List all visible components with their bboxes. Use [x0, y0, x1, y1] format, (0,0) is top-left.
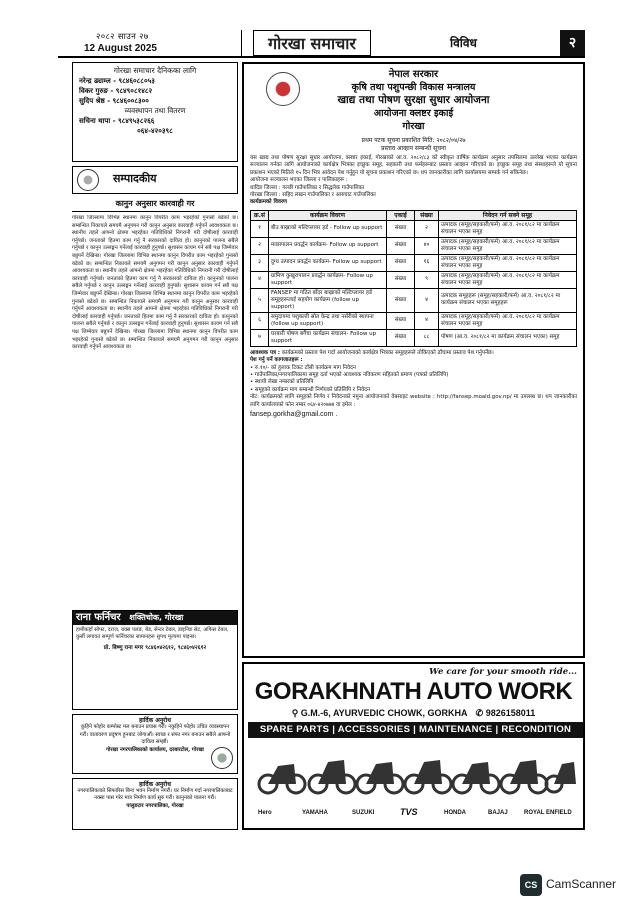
phone-icon: ✆ — [475, 708, 484, 718]
doc-item: • गाउँपालिका/नगरपालिकामा समूह दर्ता भएको आवश्यक नविकरण सहितको प्रमाण (पत्रको प्रतिलिपि) — [250, 372, 449, 379]
left-column — [72, 62, 238, 830]
table-cell-qty: ४० — [415, 237, 439, 254]
table-cell-who: उत्पादक (समूह/सहकारी/फर्म) आ.व. २०८१/८२ मा कार्यक्रम संचालन भएका समूह — [439, 220, 577, 237]
brand-logo: TVS — [400, 807, 418, 817]
table-cell-qty: २ — [415, 220, 439, 237]
section-name: विविध — [450, 36, 477, 50]
table-cell-who: उत्पादक (समूह/सहकारी/फर्म) आ.व. २०८१/८२ मा कार्यक्रम संचालन भएका समूह — [439, 312, 577, 329]
bike-icon — [501, 760, 547, 793]
auto-ad-services: SPARE PARTS | ACCESSORIES | MAINTENANCE | RECONDITION — [248, 722, 583, 738]
auto-work-ad — [242, 662, 585, 830]
bike-icon — [546, 762, 576, 792]
doc-item: • स्थायी लेखा नम्बरको प्रतिलिपि — [250, 379, 314, 386]
table-label: कार्यक्रमको विवरण — [250, 199, 287, 206]
table-cell-sn: ५ — [251, 288, 269, 312]
municipality-seal-icon — [211, 747, 233, 769]
table-cell-desc: दुग्ध उत्पादन प्रवर्द्धन कार्यक्रम- Follow up support — [269, 254, 387, 271]
nepal-emblem-icon — [266, 72, 300, 106]
areas-line: गोरखा जिल्ला : सहिद लखन गाउँपालिका र आरुघाट गाउँपालिका — [250, 192, 376, 199]
brand-logo: BAJAJ — [488, 810, 508, 816]
contact-line: विकर गुरुङ - ९८४९०८१४८२ — [79, 87, 153, 95]
emblem-icon — [77, 169, 99, 191]
table-cell-sn: १ — [251, 220, 269, 237]
table-cell-who: उत्पादक समूहहरू (समूह/सहकारी/फर्म) आ.व. २०८१/८२ मा कार्यक्रम संचालन भएका समूहहरू — [439, 288, 577, 312]
table-cell-who: उत्पादक (समूह/सहकारी/फर्म) आ.व. २०८१/८२ मा कार्यक्रम संचालन भएका समूह — [439, 237, 577, 254]
table-cell-qty: ८८ — [415, 329, 439, 346]
areas-line: धादिङ जिल्ला : गल्छी गाउँपालिका र सिद्धलेक गाउँपालिका — [250, 184, 365, 191]
table-cell-sn: ३ — [251, 254, 269, 271]
table-row — [251, 312, 577, 329]
areas-label: आयोजना सञ्चालन भएका जिल्ला र पालिकाहरू : — [250, 177, 348, 184]
municipality-ad-office: पालुङटार नगरपालिका, गोरखा — [126, 802, 184, 809]
date-box — [72, 30, 242, 57]
table-cell-who: उत्पादक (समूह/सहकारी/फर्म) आ.व. २०८१/८२ मा कार्यक्रम संचालन भएका समूह — [439, 254, 577, 271]
masthead — [58, 30, 585, 58]
table-row — [251, 271, 577, 288]
page-number: २ — [560, 30, 585, 56]
table-cell-desc: माछापालन प्रवर्द्धन कार्यक्रम- Follow up support — [269, 237, 387, 254]
government-notice — [242, 62, 585, 658]
table-cell-desc: FANSEP मा गठित बाँदर बाख्राको मल्टिप्लायर हर्ड समूहहरूलाई सहयोग कार्यक्रम (follow up support) — [269, 288, 387, 312]
table-cell-unit: संख्या — [387, 254, 415, 271]
contact-box — [72, 62, 238, 162]
col-header: संख्या — [415, 210, 439, 220]
table-row — [251, 329, 577, 346]
table-row — [251, 254, 577, 271]
table-cell-sn: ७ — [251, 329, 269, 346]
contact-email: fansep.gorkha@gmail.com . — [250, 411, 338, 419]
brand-logos — [248, 802, 583, 826]
note-label: आवश्यक पत्र : — [250, 349, 281, 356]
table-cell-desc: समुदायमा पशुबल्ती स्रोत केन्द्र तथा नर्सरीको स्थापना (follow up support) — [269, 312, 387, 329]
newspaper-page — [58, 30, 585, 830]
table-cell-desc: घरबारी पोषण बगैंचा कार्यक्रम संचालन- Follow up support — [269, 329, 387, 346]
municipality-ad-body: नगरपालिकाको सिफारिस बिना भवन निर्माण नगरौं। घर निर्माण गर्दा नगरपालिकाबाट नक्सा पास गरेर मात्र निर्माण कार्य सुरु गरौं। कानुनको पालना गरौं। — [77, 788, 233, 802]
editorial-body: गोरखा जिल्लामा विभिन्न स्थानमा कानुन विपरीत काम भइरहेको गुनासो बढेको छ। सम्बन्धित निकायले समयमै अनुगमन गरी कानुन अनुसार कारवाही गर्नुपर्ने आवश्यकता छ। स्थानीय तहले आफ्नो क्षेत्रमा भइरहेका गतिविधिको निगरानी गरी दोषीलाई कारवाही गर्नुपर्छ। जनताको हितमा काम गर्नु नै सरकारको दायित्व हो। कानुनको पालना सबैले गर्नुपर्छ र कानुन उल्लङ्घन गर्नेलाई कारवाही हुनुपर्छ। सुशासन कायम गर्न सबै पक्ष जिम्मेवार बन्नुपर्ने देखिन्छ। गोरखा जिल्लामा विभिन्न स्थानमा कानुन विपरीत काम भइरहेको गुनासो बढेको छ। सम्बन्धित निकायले समयमै अनुगमन गरी कानुन अनुसार कारवाही गर्नुपर्ने आवश्यकता छ। स्थानीय तहले आफ्नो क्षेत्रमा भइरहेका गतिविधिको निगरानी गरी दोषीलाई कारवाही गर्नुपर्छ। जनताको हितमा काम गर्नु नै सरकारको दायित्व हो। कानुनको पालना सबैले गर्नुपर्छ र कानुन उल्लङ्घन गर्नेलाई कारवाही हुनुपर्छ। सुशासन कायम गर्न सबै पक्ष जिम्मेवार बन्नुपर्ने देखिन्छ। गोरखा जिल्लामा विभिन्न स्थानमा कानुन विपरीत काम भइरहेको गुनासो बढेको छ। सम्बन्धित निकायले समयमै अनुगमन गरी कानुन अनुसार कारवाही गर्नुपर्ने आवश्यकता छ। स्थानीय तहले आफ्नो क्षेत्रमा भइरहेका गतिविधिको निगरानी गरी दोषीलाई कारवाही गर्नुपर्छ। जनताको हितमा काम गर्नु नै सरकारको दायित्व हो। कानुनको पालना सबैले गर्नुपर्छ र कानुन उल्लङ्घन गर्नेलाई कारवाही हुनुपर्छ। सुशासन कायम गर्न सबै पक्ष जिम्मेवार बन्नुपर्ने देखिन्छ। गोरखा जिल्लामा विभिन्न स्थानमा कानुन विपरीत काम भइरहेको गुनासो बढेको छ। सम्बन्धित निकायले समयमै अनुगमन गरी कानुन अनुसार कारवाही गर्नुपर्ने आवश्यकता छ। — [72, 215, 238, 351]
notice-subject: प्रस्ताव आव्हान सम्बन्धी सूचना — [381, 145, 446, 152]
program-table — [250, 210, 577, 347]
col-header: निवेदन गर्न सक्ने समूह — [439, 210, 577, 220]
brand-logo: ROYAL ENFIELD — [524, 810, 572, 816]
bike-icon — [357, 762, 403, 793]
newspaper-logo: गोरखा समाचार — [253, 30, 371, 56]
location-pin-icon: ⚲ — [291, 708, 299, 718]
date-english: 12 August 2025 — [84, 43, 157, 54]
notice-header-line: आयोजना क्लष्टर इकाई — [373, 108, 454, 119]
table-cell-desc: ग्रामिण कुखुरापालन प्रवर्द्धन कार्यक्रम- Follow up support — [269, 271, 387, 288]
bike-icon — [259, 764, 305, 793]
municipality-ad-title: हार्दिक अनुरोध — [139, 781, 171, 788]
contact-line: सुदिप श्रेष्ठ - ९८४६००८३०० — [79, 97, 149, 105]
furniture-ad-phone: प्रो. बिष्णु राना मगर ९८४६०४२६१२, ९८४६०४२६१२ — [103, 645, 207, 652]
management-line: सचिना थापा - ९८४९५३८२६६ — [79, 117, 155, 125]
notice-paragraph: यस खाद्य तथा पोषण सुरक्षा सुधार आयोजना, क्लष्टर इकाई, गोरखाको आ.व. २०८२/८३ को स्वीकृत वार्षिक कार्यक्रम अनुसार तपसिलमा उल्लेख भएका कार्यक्रम सञ्चालन गर्नका लागि आयोजनाको कार्यक्षेत्र भित्रका इच्छुक समूह, सहकारी तथा फर्महरूबाट प्रस्ताव आव्हान गरिएको छ। इच्छुक समूह तथा संस्थाहरूले यो सूचना प्रकाशन भएको मितिले १५ दिन भित्र आवेदन पेश गर्नुहुन यो सूचना प्रकाशन गरिएको छ। थप जानकारीका लागि कार्यालयमा सम्पर्क गर्न सकिनेछ। — [250, 155, 577, 176]
footer-note: नोट: कार्यक्रमको लागि समूहको निर्णय र निवेदनको नमुना आयोजनाको वेबसाइट website : http://fansep.moald.gov.np/ मा उपलब्ध छ। थप जानकारीका लागि कार्यालयको फोन नम्बर ०६४-४२०७७४ वा इमेल : — [250, 394, 577, 408]
date-nepali: २०८२ साउन २७ — [96, 32, 149, 42]
auto-ad-address-line — [244, 708, 583, 719]
bike-icon — [405, 760, 451, 793]
table-cell-unit: संख्या — [387, 288, 415, 312]
editorial-brand-title: सम्पादकीय — [113, 172, 157, 185]
notice-date: प्रथम पटक सूचना प्रकाशित मिति: २०८२/०४/२७ — [361, 137, 466, 144]
table-cell-desc: बीउ बाख्राको मल्टिप्लायर हर्ड - Follow up support — [269, 220, 387, 237]
camscanner-icon: CS — [520, 874, 542, 896]
notice-meta — [250, 137, 577, 153]
auto-ad-name: GORAKHNATH AUTO WORK — [254, 678, 573, 705]
motorbikes-image — [254, 744, 577, 796]
col-header: एकाई — [387, 210, 415, 220]
contact-line: नरेन्द्र ढ्याम्ल - ९८४६०८८०५३ — [79, 77, 155, 85]
auto-ad-phone: 9826158011 — [485, 708, 536, 718]
editorial-brand — [72, 166, 238, 194]
table-cell-who: उत्पादक (समूह/सहकारी/फर्म) आ.व. २०८१/८२ मा कार्यक्रम संचालन भएका समूह — [439, 271, 577, 288]
table-row — [251, 237, 577, 254]
table-cell-unit: संख्या — [387, 271, 415, 288]
brand-logo: SUZUKI — [352, 810, 375, 816]
table-cell-sn: ४ — [251, 271, 269, 288]
doc-item: • समूहको कार्यक्रम माग सम्बन्धी निर्णयको प्रतिलिपि र निवेदन — [250, 386, 370, 393]
brand-logo: HONDA — [444, 810, 466, 816]
table-cell-qty: ४ — [415, 312, 439, 329]
notice-body — [250, 155, 577, 207]
contact-box-title: गोरखा समाचार दैनिकका लागि — [113, 66, 197, 75]
table-row — [251, 220, 577, 237]
col-header: कार्यक्रम विवरण — [269, 210, 387, 220]
notice-header-line: खाद्य तथा पोषण सुरक्षा सुधार आयोजना — [337, 94, 490, 106]
table-cell-unit: संख्या — [387, 237, 415, 254]
table-cell-sn: २ — [251, 237, 269, 254]
notice-footer — [250, 350, 577, 419]
management-line: ०६४-४२०३९८ — [137, 127, 173, 135]
note-text: कार्यक्रमको प्रस्ताव पेश गर्दा आयोजनाको कार्यक्षेत्र भित्रका समूहहरूले तोकिएको ढाँचामा प्रस्ताव पेश गर्नुपर्नेछ। — [281, 349, 494, 356]
camscanner-watermark — [520, 874, 640, 898]
table-cell-qty: ९ — [415, 271, 439, 288]
table-cell-unit: संख्या — [387, 220, 415, 237]
brand-logo: Hero — [258, 810, 272, 816]
table-row — [251, 288, 577, 312]
docs-label: पेश गर्नु पर्ने कागजातहरू : — [250, 357, 303, 364]
table-cell-who: पोषण (आ.व. २०८१/८२ मा कार्यक्रम संचालन भएका) समूह — [439, 329, 577, 346]
table-cell-unit: संख्या — [387, 329, 415, 346]
bike-icon — [309, 760, 355, 793]
furniture-ad-tagline: शक्तिचोक, गोरखा — [129, 613, 184, 622]
table-header-row — [251, 210, 577, 220]
notice-header-line: कृषि तथा पशुपन्छी विकास मन्त्रालय — [351, 82, 476, 93]
brand-logo: YAMAHA — [302, 810, 328, 816]
notice-header-line: गोरखा — [402, 121, 425, 132]
col-header: क्र.सं — [251, 210, 269, 220]
management-label: व्यवस्थापन तथा वितरण — [124, 106, 186, 115]
notice-header — [250, 68, 577, 133]
furniture-ad-name: राना फर्निचर — [76, 612, 121, 623]
auto-ad-tagline: We care for your smooth ride... — [429, 667, 577, 677]
public-notice-title: हार्दिक अनुरोध — [139, 717, 171, 724]
public-notice-body: कुहिने फोहोर कम्पोस्ट मल बनाउन प्रयास गरौं। नकुहिने फोहोर उचित व्यवस्थापन गरौं। वातावरण प्रदूषण हुनबाट जोगाऔं। स्वच्छ र सफा नगर बनाउन सबैले आफ्नो दायित्व सम्झौं। — [79, 724, 231, 746]
program-table-body — [251, 220, 577, 346]
table-cell-qty: १६ — [415, 254, 439, 271]
notice-header-line: नेपाल सरकार — [388, 69, 439, 80]
table-cell-unit: संख्या — [387, 312, 415, 329]
public-notice-office: गोरखा नगरपालिकाको कार्यालय, दरबारटोल, गोरखा — [106, 746, 204, 753]
furniture-ad — [72, 610, 238, 710]
furniture-ad-body: हामीकहाँ सोफा, दराज, बक्स पलङ, बेड, सेन्टर टेबल, डाइनिङ सेट, अफिस टेबल, कुर्सी लगायत सम्पूर्ण फर्निचरका सामानहरू सुपथ मूल्यमा पाइन्छ। — [76, 627, 229, 641]
bike-icon — [453, 762, 499, 793]
table-cell-qty: ४ — [415, 288, 439, 312]
camscanner-text: CamScanner — [546, 877, 617, 891]
editorial-heading: कानुन अनुसार कारवाही गर — [72, 198, 238, 212]
doc-item: • रु.१०/- को हुलाक टिकट टाँसी कार्यक्रम माग निवेदन — [250, 364, 356, 371]
auto-ad-address: G.M.-6, AYURVEDIC CHOWK, GORKHA — [300, 708, 468, 718]
municipality-ad — [72, 778, 238, 830]
table-cell-sn: ६ — [251, 312, 269, 329]
furniture-ad-bar — [73, 611, 237, 625]
public-notice-ad — [72, 714, 238, 774]
